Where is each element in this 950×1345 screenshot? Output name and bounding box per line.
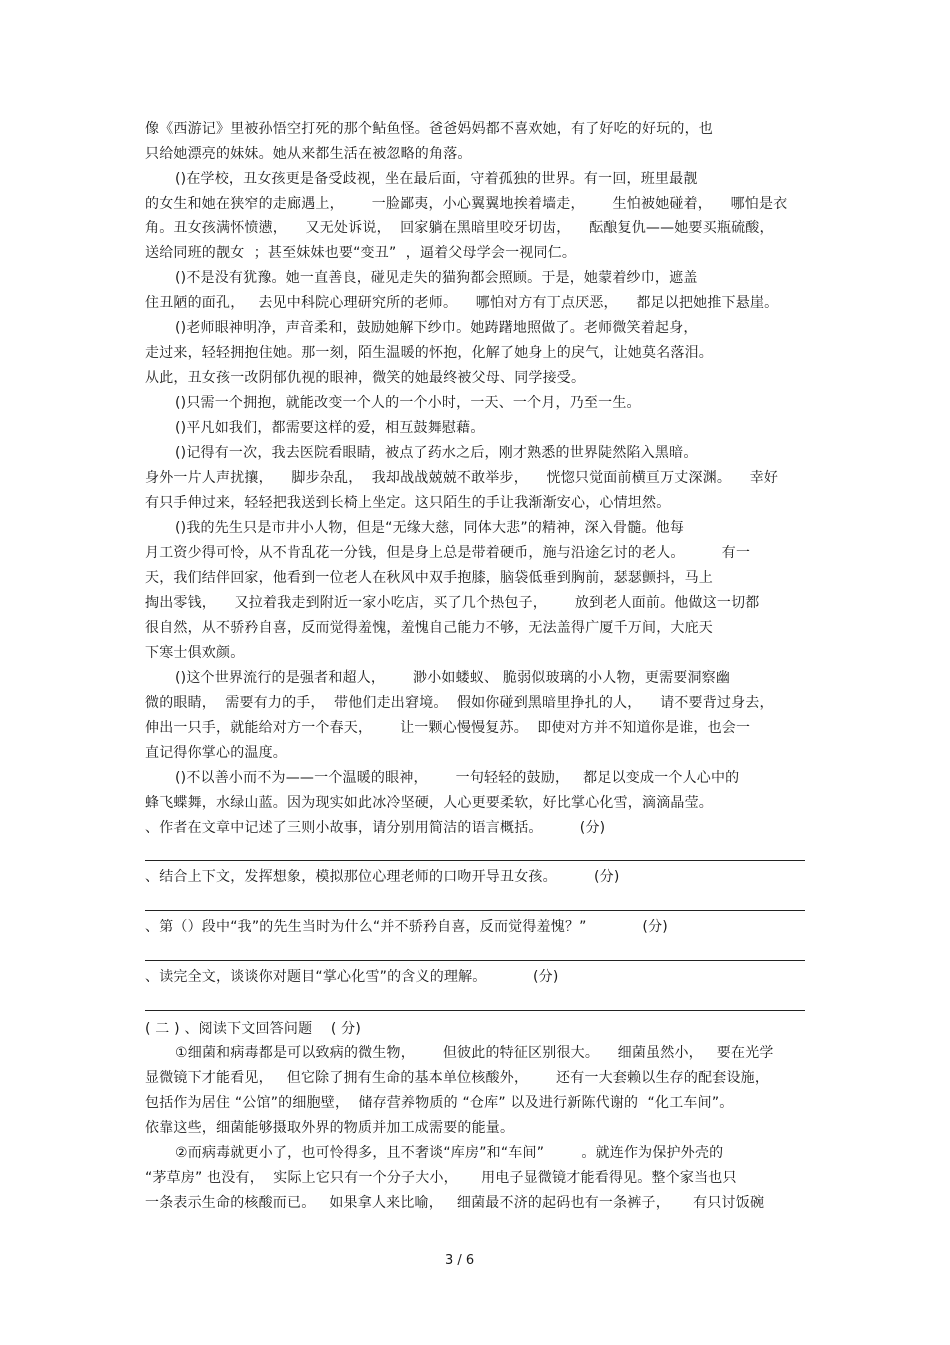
page-number: 3 / 6 (445, 1253, 475, 1268)
text-line: 角。丑女孩满怀愤懑， 又无处诉说， 回家躺在黑暗里咬牙切齿， 酝酿复仇——她要买瓶硫酸， (145, 220, 774, 236)
text-line: 直记得你掌心的温度。 (145, 745, 287, 761)
text-line: 很自然，从不骄矜自喜，反而觉得羞愧，羞愧自己能力不够，无法盖得广厦千万间，大庇天 (145, 620, 713, 636)
text-line: 住丑陋的面孔， 去见中科院心理研究所的老师。 哪怕对方有丁点厌恶， 都足以把她推下悬崖。 (145, 295, 779, 311)
section-heading: ( 二 ) 、阅读下文回答问题 ( 分) (145, 1021, 362, 1037)
text-line: 一条表示生命的核酸而已。 如果拿人来比喻， 细菌最不济的起码也有一条裤子， 有只讨饭碗 (145, 1195, 765, 1211)
question-1: 、作者在文章中记述了三则小故事，请分别用简洁的语言概括。 (分) (145, 820, 606, 836)
text-line: 伸出一只手，就能给对方一个春天， 让一颗心慢慢复苏。 即使对方并不知道你是谁，也会一 (145, 720, 751, 736)
text-line: 走过来，轻轻拥抱住她。那一刻，陌生温暖的怀抱，化解了她身上的戾气，让她莫名落泪。 (145, 345, 713, 361)
text-line: ()这个世界流行的是强者和超人， 渺小如蝼蚁、 脆弱似玻璃的小人物，更需要洞察幽 (175, 670, 731, 686)
text-line: 蜂飞蝶舞，水绿山蓝。因为现实如此冰冷坚硬，人心更要柔软，好比掌心化雪，滴滴晶莹。 (145, 795, 713, 811)
text-line: 像《西游记》里被孙悟空打死的那个鲇鱼怪。爸爸妈妈都不喜欢她，有了好吃的好玩的，也 (145, 121, 713, 137)
text-line: 的女生和她在狭窄的走廊遇上， 一脸鄙夷，小心翼翼地挨着墙走， 生怕被她碰着， 哪怕是衣 (145, 196, 788, 212)
text-line: 月工资少得可怜，从不肯乱花一分钱，但是身上总是带着硬币，施与沿途乞讨的老人。 有一 (145, 545, 751, 561)
text-line: 下寒士俱欢颜。 (145, 645, 245, 661)
answer-line[interactable] (145, 910, 805, 911)
text-line: 显微镜下才能看见， 但它除了拥有生命的基本单位核酸外， 还有一大套赖以生存的配套设施， (145, 1070, 770, 1086)
question-3: 、第（）段中“我”的先生当时为什么“并不骄矜自喜，反而觉得羞愧？” (分) (145, 919, 668, 935)
text-line: ()记得有一次，我去医院看眼睛，被点了药水之后，刚才熟悉的世界陡然陷入黑暗。 (175, 445, 698, 461)
text-line: ()在学校，丑女孩更是备受歧视，坐在最后面，守着孤独的世界。有一回，班里最靓 (175, 171, 698, 187)
question-2: 、结合上下文，发挥想象，模拟那位心理老师的口吻开导丑女孩。 (分) (145, 869, 620, 885)
text-line: “茅草房” 也没有， 实际上它只有一个分子大小， 用电子显微镜才能看得见。整个家当也只 (145, 1170, 737, 1186)
text-line: 包括作为居住 “公馆”的细胞壁， 储存营养物质的 “仓库” 以及进行新陈代谢的 “化工车间”。 (145, 1095, 734, 1111)
text-line: ()老师眼神明净，声音柔和，鼓励她解下纱巾。她踌躇地照做了。老师微笑着起身， (175, 320, 698, 336)
answer-line[interactable] (145, 860, 805, 861)
answer-line[interactable] (145, 960, 805, 961)
text-line: ()只需一个拥抱，就能改变一个人的一个小时，一天、一个月，乃至一生。 (175, 395, 641, 411)
text-line: 身外一片人声扰攘， 脚步杂乱， 我却战战兢兢不敢举步， 恍惚只觉面前横亘万丈深渊。 幸好 (145, 470, 779, 486)
text-line: 微的眼睛， 需要有力的手， 带他们走出窘境。 假如你碰到黑暗里挣扎的人， 请不要背过身去， (145, 695, 774, 711)
text-line: ①细菌和病毒都是可以致病的微生物， 但彼此的特征区别很大。 细菌虽然小， 要在光学 (175, 1045, 774, 1061)
text-line: 送给同班的靓女 ；甚至妹妹也要“变丑” ，逼着父母学会一视同仁。 (145, 245, 577, 261)
text-line: 只给她漂亮的妹妹。她从来都生活在被忽略的角落。 (145, 146, 472, 162)
text-line: 掏出零钱， 又拉着我走到附近一家小吃店，买了几个热包子， 放到老人面前。他做这一切都 (145, 595, 760, 611)
answer-line[interactable] (145, 1010, 805, 1011)
text-line: ()我的先生只是市井小人物，但是“无缘大慈，同体大悲”的精神，深入骨髓。他每 (175, 520, 685, 536)
text-line: ()平凡如我们，都需要这样的爱，相互鼓舞慰藉。 (175, 420, 485, 436)
text-line: 从此，丑女孩一改阴郁仇视的眼神，微笑的她最终被父母、同学接受。 (145, 370, 586, 386)
text-line: 依靠这些，细菌能够摄取外界的物质并加工成需要的能量。 (145, 1120, 515, 1136)
question-4: 、读完全文，谈谈你对题目“掌心化雪”的含义的理解。 (分) (145, 969, 559, 985)
text-line: ()不以善小而不为——一个温暖的眼神， 一句轻轻的鼓励， 都足以变成一个人心中的 (175, 770, 740, 786)
text-line: ()不是没有犹豫。她一直善良，碰见走失的猫狗都会照顾。于是，她蒙着纱巾，遮盖 (175, 270, 698, 286)
text-line: 有只手伸过来，轻轻把我送到长椅上坐定。这只陌生的手让我渐渐安心，心情坦然。 (145, 495, 671, 511)
text-line: 天，我们结伴回家，他看到一位老人在秋风中双手抱膝，脑袋低垂到胸前，瑟瑟颤抖，马上 (145, 570, 713, 586)
text-line: ②而病毒就更小了，也可怜得多，且不奢谈“库房”和“车间” 。就连作为保护外壳的 (175, 1145, 724, 1161)
